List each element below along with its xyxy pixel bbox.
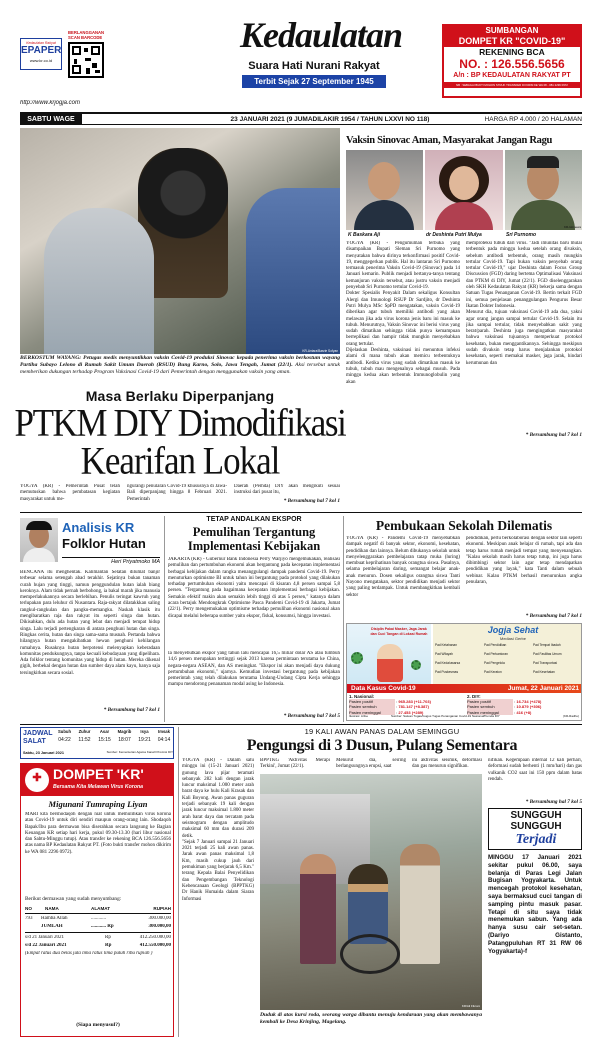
epaper-url: www.kr.co.id — [29, 57, 53, 63]
stat-row: Pasien positif : 16.734 (+478) — [467, 699, 542, 704]
dompet-header — [21, 764, 173, 796]
vaksin-headline[interactable]: Vaksin Sinovac Aman, Masyarakat Jangan Ragu — [346, 135, 553, 146]
prayer-name: Isya — [140, 729, 149, 734]
ekspor-kicker: TETAP ANDALKAN EKSPOR — [206, 516, 302, 523]
prayer-name: Asar — [99, 729, 110, 734]
info-artist: Ilustrasi: Arfoe — [349, 715, 369, 718]
merapi-continued[interactable]: * Bersambung hal 7 kol 5 — [525, 799, 582, 805]
table-header: RUPIAH — [153, 906, 171, 911]
helper-1 — [300, 854, 336, 964]
prayer-date: Sabtu, 23 Januari 2021 — [23, 751, 64, 755]
table-row-name: Hamba Allah — [41, 916, 68, 921]
medical-worker-2 — [246, 188, 340, 354]
merapi-col-1 — [182, 758, 254, 1038]
photo-caption — [20, 355, 340, 388]
analisis-author: Heri Priyatmoko MA — [62, 557, 160, 566]
donation-line2: DOMPET KR "COVID-19" — [444, 36, 580, 47]
info-diy — [467, 694, 581, 716]
ekspor-continued[interactable]: * Bersambung hal 7 kol 5 — [283, 713, 340, 719]
dateline — [20, 112, 582, 125]
info-banner-label: Data Kasus Covid-19 — [351, 685, 416, 692]
sungguh-box — [488, 808, 582, 1037]
vaksin-photo-credit: KR-Istimewa — [563, 226, 581, 230]
vaksin-person-3: Sri Purnomo — [506, 232, 537, 238]
medical-worker — [44, 208, 154, 354]
analisis-header — [20, 516, 160, 568]
vaksin-col1-para2: Dokter Spesialis Penyakit Dalam sekaligus Konsultan Alergi dan Imunologi RSUP Dr Sardjito, dr Deshinta Putri Mulya MSc SpPD mengatakan, vaksin Covid-19 diberikan agar tubuh memiliki antibodi yang akan melawan jika ada virus korona jenis baru ini masuk ke tubuh. Menurutnya, Vaksin Sinovac ini berisi virus yang sudah dimatikan sehingga tidak punya kemampuan berreplikasi dan hampir tidak mungkin menyebabkan orang tertular. — [346, 291, 460, 347]
info-col1-title: 1. Nasional: — [349, 694, 375, 699]
prayer-time: 15:15 — [98, 737, 111, 743]
helper-2 — [400, 844, 440, 964]
prayer-label: JADWAL SALAT — [23, 730, 53, 745]
sungguh-line1: SUNGGUH — [510, 810, 562, 821]
prayer-time: 04:22 — [58, 737, 71, 743]
total-rp: Rp — [105, 935, 111, 940]
info-item: Pad Puskesmas — [435, 670, 459, 674]
ptkm-kicker: Masa Berlaku Diperpanjang — [85, 388, 275, 404]
merapi-headline[interactable]: Pengungsi di 3 Dusun, Pulang Sementara — [246, 737, 518, 754]
info-subbrand: Mediasi Gerbe — [499, 636, 526, 641]
info-item: Pad Pengelola — [484, 661, 505, 665]
info-items-grid — [435, 643, 581, 683]
sekolah-col-1: YOGYA (KR) - Pandemi Covid-19 menyebabkan dampak negatif di banyak sektor, ekonomi, kesehatan, pendidikan dan lainnya. Belum dibukanya sekolah untuk menyelenggarakan pembelajaran tatap muka (luring) membuat keprihatinan banyak orangtua siswa. Pasalnya, selama pembelajaran daring, semangat belajar anak-anak menurun. Dosen sekaligus orangtua siswa Tanti Nayono mengatakan, sektor pendidikan menjadi sektor yang paling terdampak. Untuk membangkitkan kembali sektor — [346, 536, 460, 598]
dompet-item-title: Migunani Tumraping Liyan — [48, 799, 148, 809]
info-left-panel — [347, 624, 431, 684]
vdivider-3 — [178, 727, 179, 1037]
table-row-addr: ............ Rp — [91, 924, 114, 929]
donation-line1: SUMBANGAN — [444, 26, 580, 36]
vaksin-person-2: dr Deshinta Putri Mulya — [426, 232, 482, 238]
info-item: Pad Fasilitas Umum — [533, 652, 562, 656]
total-label: s/d 21 Januari 2021 — [25, 935, 65, 940]
prayer-time: 19:21 — [138, 737, 151, 743]
sungguh-text: MINGGU 17 Januari 2021 sekitar pukul 06.00, saya belanja di Paras Legi Jalan Bugisan Yogyakarta. Untuk mencegah protokol kesehatan, saya bermaksud cuci tangan di samping pintu masuk pasar. Tetapi di situ saya tidak menemukan sabun. Yang ada hanya susu cair set-setan. (Dariyo Gistanto, Patangpuluhan RT 31 RW 06 Yogyakarta)-f — [488, 854, 582, 955]
info-item: Pad Ketahanan — [435, 643, 457, 647]
photo-baskara — [346, 150, 423, 230]
divider-1 — [20, 512, 582, 513]
donation-note: NB : SEBAGAI BUKTI MOHON STRUK TRANSFER DI KIRIM KE WA 08 - 081 2296 0972 — [444, 82, 580, 88]
masthead — [0, 0, 600, 112]
prayer-name: Magrib — [117, 729, 132, 734]
ptkm-col-2: ngurangi penularan Covid-19 khususnya di Jawa-Bali diperpanjang hingga 8 Februari 2021. Pemerintah — [127, 484, 227, 502]
prayer-source: Sumber: Kementerian Agama Kanwil Provinsi DIY — [106, 751, 173, 754]
merapi-col1-para1: YOGYA (KR) - Dalam satu minggu ini (15-21 Januari 2021) gunung lava pijar teramati sebanyak 282 kali dengan jarak luncur maksimal 1.000 meter arah barat daya ke hulu Kali Krasak dan Kali Boyong. Awan panas guguran terjadi sebanyak 19 kali dengan jarak luncur maksimal 1.800 meter arah barat daya dan tercatam pada seismogram dengan amplitudo maksimal 60 mm dan durasi 209 detik. — [182, 758, 254, 839]
merapi-kicker: 19 KALI AWAN PANAS DALAM SEMINGGU — [304, 727, 460, 736]
sungguh-header — [488, 808, 582, 850]
merapi-col1-para2: "Sejak 7 Januari sampai 21 Januari 2021 terjadi 25 kali awan panas. Jarak awan panas maksimal 1,8 Km, masih cukup jauh dari pemukiman yang berjarak 6,5 Km." terang Kepala Balai Penyelidikan dan Pengembangan Teknologi Kebencanaan Geologi (BPPTKG) Dr Hanik Humaida dalam Siaran Informasi — [182, 839, 254, 902]
info-credit: (KR-Radhu) — [562, 715, 579, 718]
info-banner — [347, 684, 582, 693]
info-source: Sumber: Satuan Tugas/Gugus Tugas Penanganan Covid-19 Nasional/Pemda DIY — [391, 715, 500, 718]
virus-icon — [351, 652, 363, 664]
covid-infographic — [346, 623, 582, 721]
dompet-logo-icon: ✚ — [25, 768, 49, 792]
epaper-label: EPAPER — [21, 45, 62, 57]
mask-child-figure — [377, 644, 403, 682]
donation-account: NO. : 126.556.5656 — [459, 57, 565, 71]
photo-deshinta — [425, 150, 503, 230]
caption-rest: Aksi tersebut untuk memberikan dukungan terhadap Program Vaksinasi Covid-19 dari Pemerintah dengan menggunakan vaksin yang aman. — [20, 362, 340, 375]
vaksin-col-2 — [466, 241, 582, 431]
analisis-continued[interactable]: * Bersambung hal 7 kol 1 — [103, 707, 160, 713]
divider-2 — [20, 724, 582, 725]
table-row-name: JUMLAH — [41, 924, 63, 929]
epaper-badge[interactable] — [20, 38, 62, 70]
stat-row: Pasien meninggal : 27.453 (+289) — [349, 709, 424, 715]
info-item: Pad Transportasi — [533, 661, 558, 665]
vaksin-col2-para2: Menurut dia, tujuan vaksinasi Covid-19 ada dua, yakni agar orang jangan sampai tertular Covid-19. Selain itu jika sampai tertular, tidak menyebabkan sakit yang berat/parah. Deshinta juga mengingatkan masyarakat bahwa vaksinasi tujuannya memperkuat protokol kesehatan, bukan menggantikannya. Sehingga meskipun sudah divaksin tetap harus menjalankan protokol kesehatan, seperti memakai masker, jaga jarak, hindari kerumunan dan — [466, 310, 582, 366]
prayer-name: Imsak — [158, 729, 170, 734]
ptkm-continued[interactable]: * Bersambung hal 7 kol 1 — [283, 498, 340, 504]
table-header: NO — [25, 906, 32, 911]
vdivider-2 — [343, 516, 344, 722]
ekspor-col-1: JAKARTA (KR) - Gubernur Bank Indonesia Perry Warjiyo mengemukakan, realisasi pemulihan dan pertumbuhan ekonomi akan bergantung pada kecepatan implementasi berbagai kebijakan dalam rangka menanggulangi dampak pandemi Covid-19. Perry menuturkan optimisme BI untuk tahun ini bergantung pada protokol yang dilakukan terhadap pertumbuhan ekonomi yaitu mencapai di kisaran 4,8 persen sampai 5,8 persen. "Tergantung pada bagaimana kecepatan implementasi berbagai kebijakan. Semakin efektif makin akan semakin lebih tinggi di atas 5 persen," katanya dalam acara bertajuk Mendongkrak Optimisme Pasca Pandemi Covid-19 di Jakarta, Jumat (22/1). Perry mengemukakan optimisme terhadap pemulihan ekonomi nasional akan dicapai melalui beberapa sumber yaitu ekspor, fiskal, konsumsi, hingga investasi. — [168, 557, 340, 619]
info-brand: Jogja Sehat — [487, 625, 539, 635]
prayer-schedule — [20, 727, 174, 759]
table-row-amt: 300.000,00 — [148, 916, 171, 921]
table-row-no: 793 — [25, 916, 33, 921]
ptkm-headline-1[interactable]: PTKM DIY Dimodifikasi — [14, 401, 346, 445]
info-slogan: Disiplin Pakai Masker, Jaga Jarak dan Cuci Tangan di Lokasi Rumah — [370, 627, 428, 636]
info-item: Pad Wilayah — [435, 652, 453, 656]
sungguh-line2: SUNGGUH — [510, 821, 562, 832]
caption-bold: BERKOSTUM WAYANG: Petugas medis menyuntikkan vaksin Covid-19 produksi Sinovac kepada penerima vaksin berkostum wayang Partiha Subayo Lelono di Rumah Sakit Umum Daerah (RSUD) Bung Karno, Solo, Jawa Tengah, Jumat (22/1). — [20, 355, 340, 368]
info-item: Pad Keraton — [484, 670, 502, 674]
info-national — [349, 694, 465, 716]
table-header: ALAMAT — [91, 906, 111, 911]
wheelchair — [340, 934, 400, 974]
analisis-text: BENCANA itu menghentak. Kalimantan Selatan dilumat banjir terbesar selama setengah abad terakhir. Sejatinya bukan tanaman curah hujan yang tinggi, namun penggundulan hutan ialah biang keroknya. Alam tidak pernah berbohong, ia bakal marah jika manusia memperlakukannya secara berlebihan. Penulis teringat kawruh yang terlupakan para leluhur di Nusantara. Raja-rakyat dilatakkkan saling rangkul-rangkulan dan pangku-memangku. Naskah klasik itu mengibaratkan raja dan rakyat itu seperti singa dan hutan. Dikisahkan, dulu ada hutan yang lebat dan menjadi tempat hidup singa. Lalu terjadi pertengkaran di antara penghuni hutan dan singa. Ringkas cerita, hutan dan singa sama-sama musnah. Pertanda bahwa hilangnya hutan mengakibatkan hewan penghuni kehilangan rumahnya. Rusaknya hutan berpotensi melenyapkan keberadaan komunitas pendukungnya, tanpa kecuali kebudayaan yang dipelihara. Ada folklor tentang komunitas yang hidup di hutan. Mereka dikenal gigih, berbekal dengan hutan dan sumber daya alam kayu, hanya saja tersingkirkan secara sosial. — [20, 570, 160, 676]
analisis-label: Analisis KR — [62, 520, 135, 535]
vaksin-col2-para1: memproteksi tubuh dari virus. "Jadi imunitas baru mulai terbentuk pada minggu kedua setelah orang divaksin, sebelum antibodi terbentuk, orang masih mungkin tertular Covid-19. Tapi bukan vaksin penyebab orang tertular Covid-19," ujar Deshinta dalam Focus Group Discussion (FGD) daring bertema Optimalisasi Vaksinasi dan PTKM di DIY, Jumat (22/1). FGD diselenggarakan oleh SKH Kedaulatan Rakyat (KR) bekerja sama dengan Satuan Tugas Penanganan Covid-19. Bertin terkait FGD ini, semua penjelasan penanggulangan Pengurus Besar Ikatan Dokter Indonesia. — [466, 241, 582, 309]
ptkm-col-1: YOGYA (KR) - Pemerintah Pusat telah memutuskan bahwa pembatasan kegiatan masyarakat untuk me- — [20, 484, 120, 502]
dompet-intro: Berikut dermawan yang sudah menyumbang: — [25, 896, 122, 902]
vaksin-continued[interactable]: * Bersambung hal 7 kol 1 — [525, 432, 582, 438]
stat-row: Pasien meninggal : 416 (+8) — [467, 709, 532, 715]
prayer-time: 11:52 — [78, 737, 91, 743]
merapi-col-2: BPPTKG 'Aktivitas Merapi Terkini', Jumat (22/1). — [260, 758, 330, 770]
vaksin-col1-para3: Dijelaskan Deshinta, vaksinasi ini menuntun infeksi alami di mana tubuh akan memicu terbentuknya antibodi. Ketika virus yang sudah dimatikan masuk ke tubuh, tubuh mau mengenalnya sebagai musuh. Pada minggu kedua akan terbentuk Immunoglobulin yang akan — [346, 348, 460, 385]
merapi-col-3: Menurut dia, seiring berlangsungnya erupsi, saat — [336, 758, 406, 770]
total-rp: Rp — [105, 943, 112, 948]
dateline-day: SABTU WAGE — [20, 114, 82, 125]
qr-code[interactable] — [68, 42, 104, 78]
sekolah-headline[interactable]: Pembukaan Sekolah Dilematis — [375, 518, 553, 533]
ekspor-col-2: Ia menyebutkan ekspor yang tahun lalu mencapai 16,5 miliar dolar AS atau tumbuh 14,6 persen merupakan tertinggi sejak 2013 karena permintaan terutama ke China, negara-negara ASEAN, dan AS meningkat. "Ekspor ini akan menjadi daya dukung pertumbuhan ekonomi," ujarnya. Kemudian investasi bergantung pada kebijakan pemerintah yang telah dilakukan terutama Undang-Undang Cipta Kerja sehingga mampu mendorong penanaman modal asing ke Indonesia. — [168, 651, 340, 688]
table-row-amt: 300.000,00 — [148, 924, 171, 929]
merapi-photo[interactable] — [260, 774, 482, 1010]
info-col2-title: 2. DIY: — [467, 694, 481, 699]
info-item: Pad Kesehatan — [533, 670, 555, 674]
dompet-text: MARI kita bershodaqoh dengan niat untuk memulihkan virus korona atau Covid-19 untuk diri sendiri maupun orang-orang lain. Shodaqoh Bapak/Ibu para dermawan bisa diserahkan secara langsung ke Bagian Keuangan KR setiap hari kerja, pukul 09.30-13.30 (hari libur nasional dan Sabtu-Minggu tutup). Atau transfer ke rekening BCA 126.556.5656 atas nama BP Kedaulatan Rakyat PT. (Foto bukti transfer mohon dikirim ke WA 081 2296 0972). — [25, 812, 171, 855]
vaksin-photos — [346, 150, 582, 230]
table-header: NAMA — [45, 906, 59, 911]
photo-credit: KR-Antara/Basrie Sofyan — [302, 349, 338, 353]
donation-owner: A/n : BP KEDAULATAN RAKYAT PT — [453, 72, 571, 79]
stat-row: Pasien positif : 965.283 (+11.703) — [349, 699, 431, 704]
sungguh-line3: Terjadi — [515, 832, 557, 847]
total-amt: 412.250.000,00 — [139, 935, 171, 940]
merapi-col-5: nifikan. Kegempaan internal 12 kali perhari, deformasi sudah berhenti (1 mm/hari) dan gas vulkanik CO2 saat ini 150 ppm dalam batas rendah. — [488, 758, 582, 782]
vdivider-1 — [164, 516, 165, 722]
vaksin-col-1 — [346, 241, 460, 441]
total-note: (Empat ratus dua belas juta lima ratus lima puluh ribu rupiah ) — [25, 951, 153, 956]
dompet-question: (Siapa menyusul?) — [76, 1022, 120, 1028]
total-label: s/d 22 Januari 2021 — [25, 943, 67, 948]
donation-line3: REKENING BCA — [479, 47, 545, 57]
total-amt: 412.550.000,00 — [139, 943, 171, 948]
info-item: Pad Pendidikan — [484, 643, 507, 647]
dompet-table — [25, 906, 171, 966]
dompet-subtitle: Bersama Kita Melawan Virus Korona — [53, 784, 144, 790]
ekspor-headline[interactable]: Pemulihan Tergantung Implementasi Kebijakan — [187, 525, 321, 553]
main-photo[interactable] — [20, 128, 340, 354]
person-wheelchair — [348, 864, 388, 944]
prayer-table — [55, 729, 173, 747]
since-badge: Terbit Sejak 27 September 1945 — [242, 75, 386, 88]
prayer-time: 04:14 — [157, 737, 171, 743]
info-item: Pad Perkantoran — [484, 652, 508, 656]
stat-row: Pasien sembuh : 10.879 (+306) — [467, 704, 542, 710]
dompet-box — [20, 763, 174, 1037]
author-photo — [20, 518, 58, 562]
prayer-time: 18:07 — [118, 737, 131, 743]
vaksin-col1-para1: YOGYA (KR) - Pengumuman terbuka yang disampaikan Bupati Sleman Sri Purnomo yang menyatakan bahwa dirinya terkonfirmasi positif Covid-19, menggegerkan publik. Hal itu lantaran Sri Purnomo termasuk penerima Vaksin Covid-19 (Sinovac) pada 14 Januari kemarin. Publik menjadi bertanya-tanya tentang kemanjuran vaksin tersebut, atau justru vaksin menjadi penyebab Sri Purnomo tertular Covid-19. — [346, 241, 460, 291]
ptkm-col-3: Daerah (Pemda) DIY akan mengikuti sesuai instruksi dari pusat itu, — [234, 484, 340, 496]
dateline-price: HARGA RP 4.000 / 20 HALAMAN — [484, 116, 582, 123]
sekolah-continued[interactable]: * Bersambung hal 7 kol 1 — [525, 613, 582, 619]
prayer-name: Subuh — [57, 729, 72, 734]
dompet-title: DOMPET 'KR' — [53, 766, 144, 782]
photo-sri-purnomo — [505, 150, 582, 230]
merapi-photo-credit: KR/Ali Fikroni — [461, 1005, 480, 1009]
merapi-col-4: ini aktivitas seismik, deformasi dan gas menurun signifikan. — [412, 758, 482, 770]
newspaper-logo[interactable]: Kedaulatan — [239, 15, 403, 55]
epaper-subbrand: Kedaulatan Rakyat — [26, 41, 56, 45]
analisis-title[interactable]: Folklor Hutan — [62, 536, 146, 551]
scan-label: BERLANGGANAN SCAN BARCODE — [68, 30, 105, 40]
vaksin-person-1: K Baskara Aji — [348, 232, 381, 238]
info-right-panel — [433, 624, 582, 684]
stat-row: Pasien sembuh : 781.147 (+8.387) — [349, 704, 429, 710]
prayer-name: Zuhur — [78, 729, 91, 734]
virus-icon-2 — [411, 660, 421, 670]
donation-box — [442, 24, 582, 98]
merapi-caption: Duduk di atas kursi roda, seorang warga dibantu menuju kendaraan yang akan membawanya kembali ke Desa Krinjing, Magelang. — [260, 1012, 482, 1025]
ptkm-headline-2[interactable]: Kearifan Lokal — [80, 439, 280, 483]
table-row-addr: ............ — [91, 916, 106, 921]
info-item: Pad Kedaluwarsa — [435, 661, 460, 665]
info-item: Pad Tempat Ibadah — [533, 643, 561, 647]
website[interactable]: http://www.krjogja.com — [20, 100, 81, 106]
tagline: Suara Hati Nurani Rakyat — [248, 60, 380, 72]
info-banner-date: Jumat, 22 Januari 2021 — [507, 685, 579, 692]
sekolah-col-2: pendidikan, perlu berkolaborasi dengan sektor lain seperti ekonomi. Meskipun anak belajar di rumah, tapi ada dan tetap harus rumah menjadi tempat yang menyenangkan. "Kalau sekolah masih harus tetap tutup, ini juga harus dibimbingi sektor lain agar tetap mendapatkan pendidikan yang layak," kata Tanti dalam sebuah webinar. Kalau PTKM berhasil menurunkan angka penularan, — [466, 536, 582, 586]
dateline-date: 23 JANUARI 2021 (9 JUMADILAKIR 1954 / TAHUN LXXVI NO 118) — [230, 116, 430, 123]
